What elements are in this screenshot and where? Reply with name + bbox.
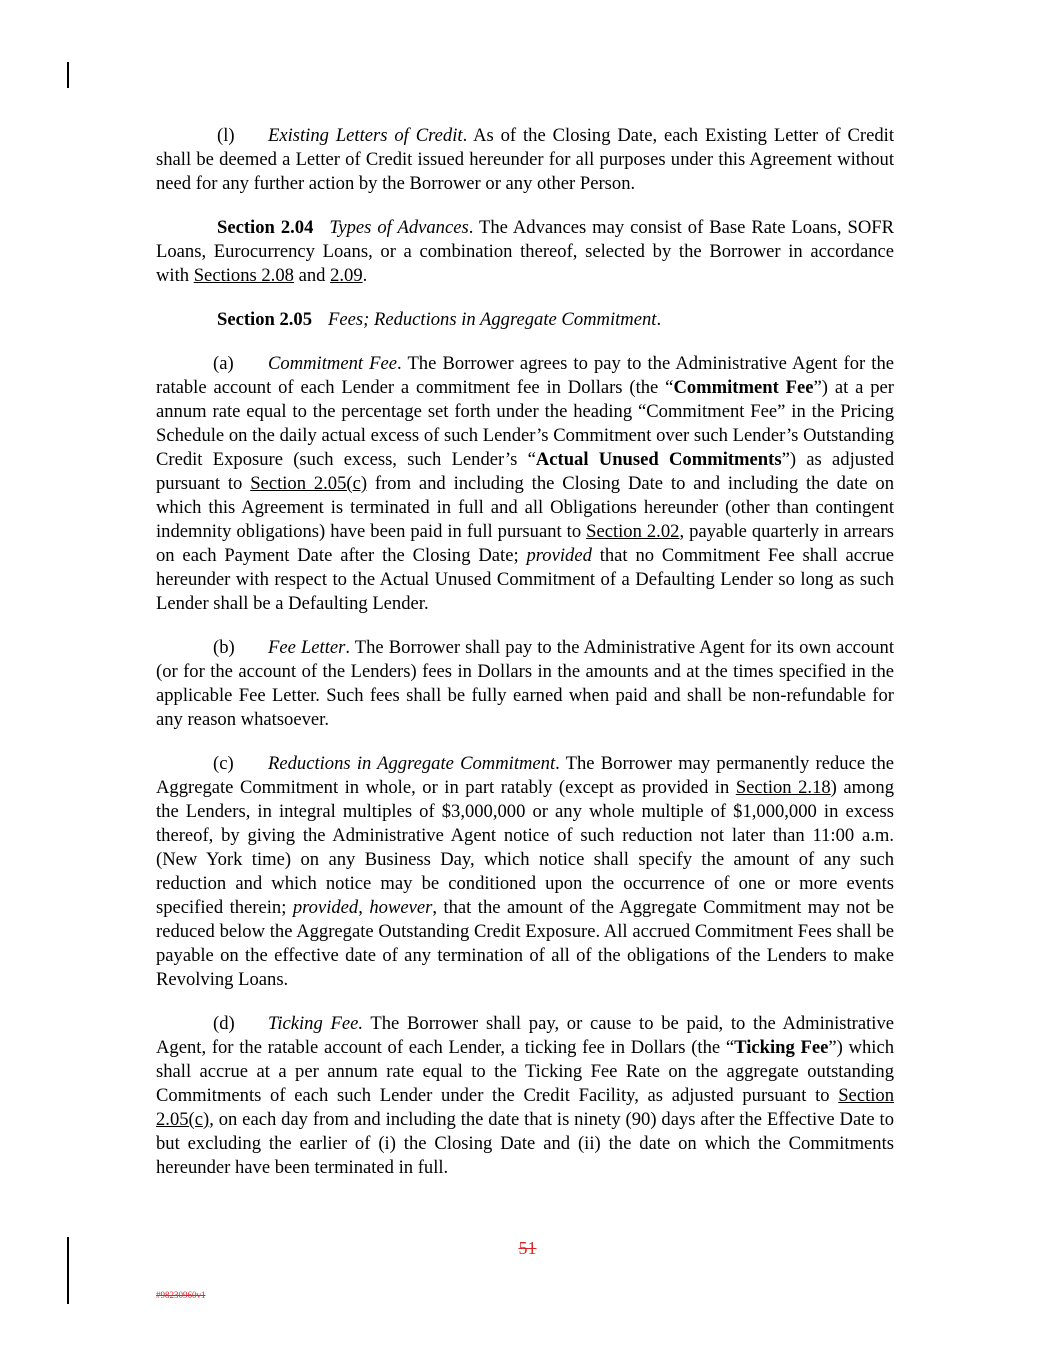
clause-label: (b) <box>213 637 235 658</box>
clause-label: (l) <box>217 125 235 146</box>
document-id: #98230960v1 <box>156 1290 206 1300</box>
clause-label: (d) <box>213 1013 235 1034</box>
section-heading: Types of Advances <box>329 217 469 238</box>
section-2-04: Section 2.04 Types of Advances. The Advances may consist of Base Rate Loans, SOFR Loans, Eurocurrency Loans, or a combination thereof, selected by the Borrower in accordance with Sections 2.08 and 2.09. <box>156 217 895 286</box>
cross-reference: Section 2.05(c) <box>250 473 368 494</box>
section-number: Section 2.05 <box>217 309 313 330</box>
page-number: 51 <box>518 1238 537 1258</box>
clause-heading: Fee Letter <box>268 637 346 658</box>
section-number: Section 2.04 <box>217 217 314 238</box>
document-page <box>156 124 894 1200</box>
defined-term: Commitment Fee <box>673 377 814 398</box>
clause-label: (a) <box>213 353 234 374</box>
section-heading: Fees; Reductions in Aggregate Commitment <box>328 309 657 330</box>
cross-reference: Section 2.18 <box>735 777 831 798</box>
paragraph-a: (a) Commitment Fee. The Borrower agrees to pay to the Administrative Agent for the ratable account of each Lender a commitment fee in Dollars (the “Commitment Fee”) at a per annum rate equal to the percentage set forth under the heading “Commitment Fee” in the Pricing Schedule on the daily actual excess of such Lender’s Commitment over such Lender’s Outstanding Credit Exposure (such excess, such Lender’s “Actual Unused Commitments”) as adjusted pursuant to Section 2.05(c) from and including the Closing Date to and including the date on which this Agreement is terminated in full and all Obligations hereunder (other than contingent indemnity obligations) have been paid in full pursuant to Section 2.02, payable quarterly in arrears on each Payment Date after the Closing Date; provided that no Commitment Fee shall accrue hereunder with respect to the Actual Unused Commitment of a Defaulting Lender so long as such Lender shall be a Defaulting Lender. <box>156 353 895 614</box>
clause-label: (c) <box>213 753 234 774</box>
clause-heading: Reductions in Aggregate Commitment <box>268 753 556 774</box>
defined-term: Actual Unused Commitments <box>535 449 782 470</box>
paragraph-l: (l) Existing Letters of Credit. As of the Closing Date, each Existing Letter of Credit shall be deemed a Letter of Credit issued hereunder for all purposes under this Agreement without need for any further action by the Borrower or any other Person. <box>156 125 894 194</box>
section-2-05: Section 2.05 Fees; Reductions in Aggregate Commitment. <box>156 308 894 332</box>
cross-reference: Section 2.05(c) <box>156 1085 894 1130</box>
paragraph-b: (b) Fee Letter. The Borrower shall pay to the Administrative Agent for its own account (or for the account of the Lenders) fees in Dollars in the amounts and at the times specified in the applicable Fee Letter. Such fees shall be fully earned when paid and shall be non-refundable for any reason whatsoever. <box>156 637 894 730</box>
clause-heading: Ticking Fee. <box>268 1013 363 1034</box>
cross-reference: Sections 2.08 <box>193 265 294 286</box>
cross-reference: 2.09 <box>330 265 363 286</box>
clause-heading: Commitment Fee <box>268 353 398 374</box>
paragraph-c: (c) Reductions in Aggregate Commitment. The Borrower may permanently reduce the Aggregate Commitment in whole, or in part ratably (except as provided in Section 2.18) among the Lenders, in integral multiples of $3,000,000 or any whole multiple of $1,000,000 in excess thereof, by giving the Administrative Agent notice of such reduction not later than 11:00 a.m. (New York time) on any Business Day, which notice shall specify the amount of any such reduction and which notice may be conditioned upon the occurrence of one or more events specified therein; provided, however, that the amount of the Aggregate Commitment may not be reduced below the Aggregate Outstanding Credit Exposure. All accrued Commitment Fees shall be payable on the effective date of any termination of all of the obligations of the Lenders to make Revolving Loans. <box>156 753 895 990</box>
cross-reference: Section 2.02 <box>586 521 680 542</box>
change-bar-top <box>67 62 69 88</box>
paragraph-d: (d) Ticking Fee. The Borrower shall pay, or cause to be paid, to the Administrative Agent, for the ratable account of each Lender, a ticking fee in Dollars (the “Ticking Fee”) which shall accrue at a per annum rate equal to the Ticking Fee Rate on the aggregate outstanding Commitments of each such Lender under the Credit Facility, as adjusted pursuant to Section 2.05(c), on each day from and including the date that is ninety (90) days after the Effective Date to but excluding the earlier of (i) the Closing Date and (ii) the date on which the Commitments hereunder have been terminated in full. <box>156 1013 894 1178</box>
defined-term: Ticking Fee <box>734 1037 829 1058</box>
clause-heading: Existing Letters of Credit <box>268 125 463 146</box>
